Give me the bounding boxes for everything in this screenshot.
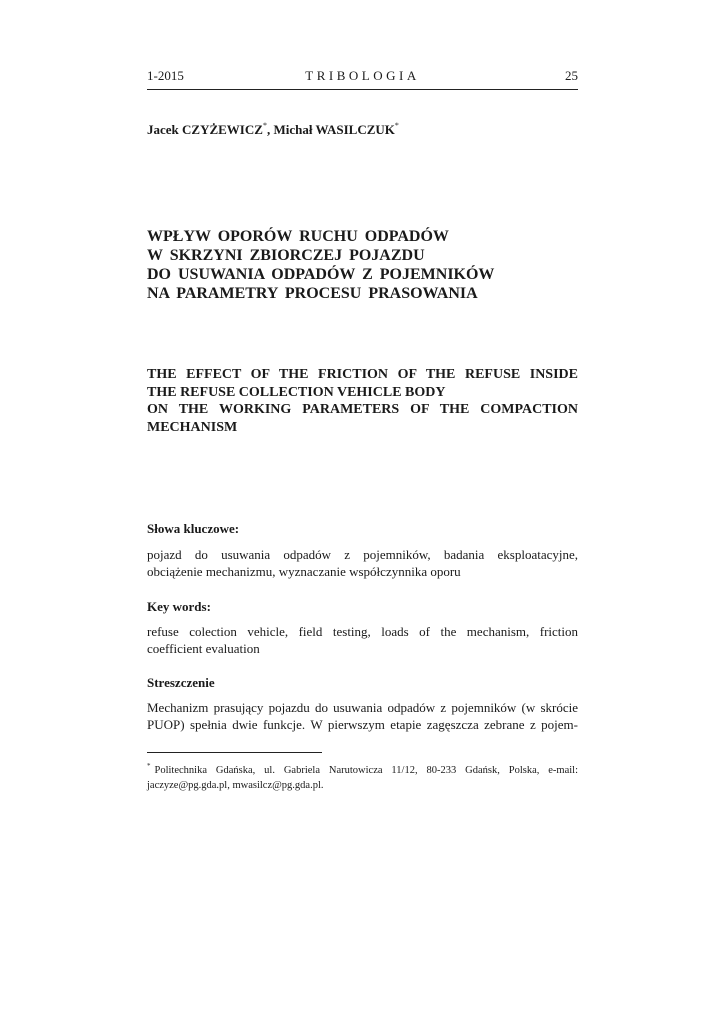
keywords-polish-line: pojazd do usuwania odpadów z pojemników, badania eksploatacyjne, (147, 547, 578, 562)
footnote-emails: jaczyze@pg.gda.pl, mwasilcz@pg.gda.pl. (147, 780, 324, 791)
author-1-footnote-mark: * (262, 121, 267, 130)
abstract-line: Mechanizm prasujący pojazdu do usuwania odpadów z pojemników (w skrócie (147, 700, 578, 715)
issue-number: 1-2015 (147, 68, 184, 83)
running-header (147, 68, 578, 88)
title-english-line: THE EFFECT OF THE FRICTION OF THE REFUSE INSIDE (147, 367, 578, 382)
keywords-english-line: refuse colection vehicle, field testing, loads of the mechanism, friction (147, 624, 578, 639)
title-english (147, 366, 578, 436)
title-english-line: THE REFUSE COLLECTION VEHICLE BODY (147, 384, 446, 400)
footnote (147, 759, 578, 793)
author-separator: , (266, 122, 274, 137)
footnote-line (147, 759, 578, 778)
abstract-text (147, 699, 578, 733)
title-polish (147, 227, 578, 303)
title-polish-line: DO USUWANIA ODPADÓW Z POJEMNIKÓW (147, 266, 495, 283)
footnote-divider (147, 752, 322, 753)
keywords-polish-text (147, 546, 578, 580)
title-english-line: MECHANISM (147, 419, 238, 435)
title-polish-line: WPŁYW OPORÓW RUCHU ODPADÓW (147, 228, 449, 245)
abstract-line: PUOP) spełnia dwie funkcje. W pierwszym etapie zagęszcza zebrane z pojem- (147, 717, 578, 732)
footnote-affiliation: Politechnika Gdańska, ul. Gabriela Narutowicza 11/12, 80-233 Gdańsk, Polska, e-mail: (154, 765, 578, 776)
keywords-english-line: coefficient evaluation (147, 641, 260, 656)
abstract-heading: Streszczenie (147, 675, 215, 690)
title-polish-line: W SKRZYNI ZBIORCZEJ POJAZDU (147, 247, 425, 264)
author-2-footnote-mark: * (394, 121, 399, 130)
journal-name: TRIBOLOGIA (305, 68, 420, 83)
title-english-line: ON THE WORKING PARAMETERS OF THE COMPACTION (147, 402, 578, 417)
author-1: Jacek CZYŻEWICZ (147, 122, 263, 137)
keywords-english-text (147, 623, 578, 657)
page-number: 25 (565, 68, 578, 83)
footnote-mark: * (147, 762, 151, 770)
title-polish-line: NA PARAMETRY PROCESU PRASOWANIA (147, 285, 478, 302)
author-2: Michał WASILCZUK (273, 122, 395, 137)
keywords-polish-heading: Słowa kluczowe: (147, 521, 240, 536)
keywords-polish-line: obciążenie mechanizmu, wyznaczanie współczynnika oporu (147, 564, 461, 579)
author-line (147, 121, 399, 138)
keywords-english-heading: Key words: (147, 599, 211, 614)
header-divider (147, 89, 578, 90)
